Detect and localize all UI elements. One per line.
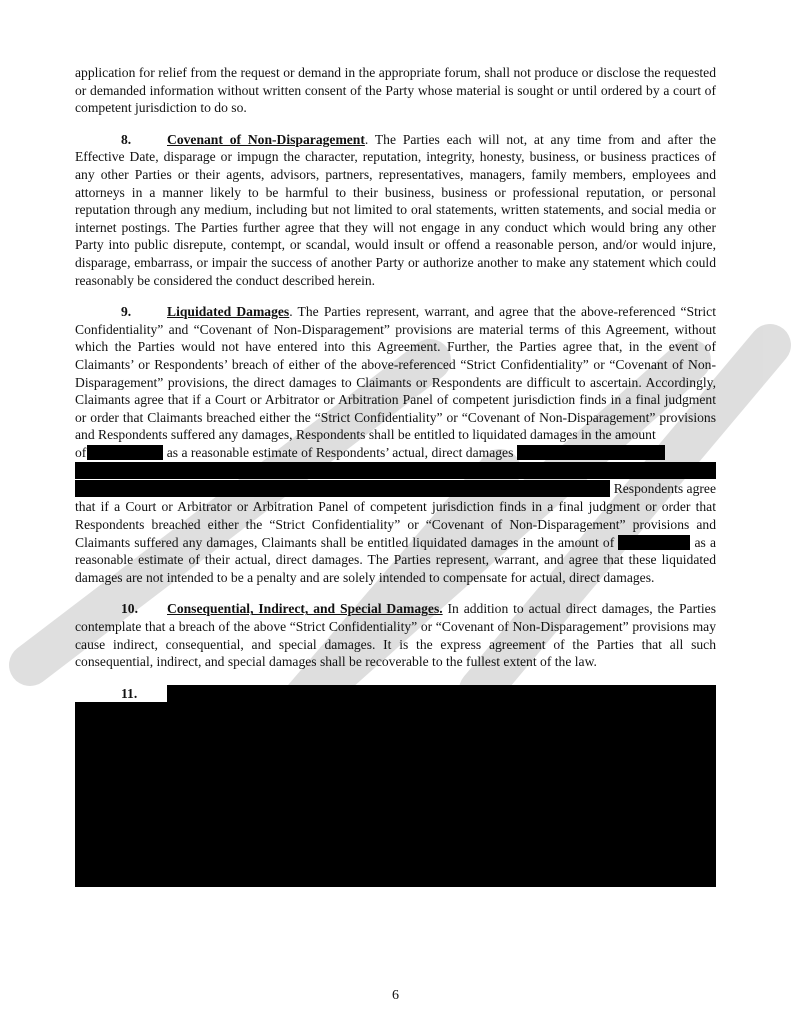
section-9-after-redaction: as a reasonable estimate of Respondents’ actual, direct damages [166, 444, 514, 460]
section-10-number: 10. [121, 601, 138, 617]
section-11-number: 11. [121, 685, 138, 701]
section-9-paragraph-cont [75, 498, 716, 586]
section-8-title: Covenant of Non-Disparagement [167, 131, 365, 147]
intro-text: application for relief from the request or demand in the appropriate forum, shall not produce or disclose the requested or demanded information without written consent of the Party whose material is sought or until ordered by a court of competent jurisdiction to do so. [75, 65, 716, 116]
redaction-respondents-amount [87, 445, 163, 460]
redaction-full-line [75, 462, 716, 479]
section-9-number: 9. [121, 304, 132, 320]
section-9-respondents-line [75, 480, 716, 497]
section-8-paragraph [75, 131, 716, 289]
redaction-claimants-amount [618, 535, 690, 550]
page-number: 6 [392, 988, 399, 1003]
intro-paragraph [75, 64, 716, 117]
section-9-body-b: that if a Court or Arbitrator or Arbitration Panel of competent jurisdiction finds in a final judgment or order that Respondents breached either the “Strict Confidentiality” or “Covenant of Non-Disparagement” provisions and Claimants suffered any damages, Claimants shall be entitled liquidated damages in the amount of [75, 499, 716, 550]
section-10-paragraph [75, 600, 716, 670]
section-9-body-a: . The Parties represent, warrant, and agree that the above-referenced “Strict Confidentiality” and “Covenant of Non-Disparagement” provisions are material terms of this Agreement, without which the Parties would not have entered into this Agreement. Further, the Parties agree that, in the event of Claimants’ or Respondents’ breach of either of the above-referenced “Strict Confidentiality” or “Covenant of Non-Disparagement” provisions, the direct damages to Claimants or Respondents are difficult to ascertain. Accordingly, Claimants agree that if a Court or Arbitrator or Arbitration Panel of competent jurisdiction finds in a final judgment or order that Claimants breached either the “Strict Confidentiality” or “Covenant of Non-Disparagement” provisions and Respondents suffered any damages, Respondents shall be entitled to liquidated damages in the amount [75, 304, 716, 443]
redaction-partial-line [75, 480, 610, 497]
redaction-inline-tail [517, 445, 665, 460]
document-page [75, 64, 716, 887]
section-9-of: of [75, 444, 87, 460]
section-9-paragraph [75, 303, 716, 444]
section-11-block [75, 685, 716, 887]
section-9-title: Liquidated Damages [167, 304, 290, 320]
redaction-section-11 [75, 685, 716, 887]
section-9-body-c: as a reasonable estimate of their actual, direct damages. The Parties represent, warrant, and agree that these liquidated damages are not intended to be a penalty and are solely intended to compensate for actual, direct damages. [75, 534, 716, 585]
section-9-respondents-agree: Respondents agree [613, 481, 716, 497]
section-9-redaction-line [75, 444, 716, 462]
section-10-title: Consequential, Indirect, and Special Damages. [167, 601, 443, 617]
section-10-body: In addition to actual direct damages, the Parties contemplate that a breach of the above “Strict Confidentiality” or “Covenant of Non-Disparagement” provisions may cause indirect, consequential, and special damages. It is the express agreement of the Parties that all such consequential, indirect, and special damages shall be recoverable to the fullest extent of the law. [75, 601, 716, 670]
section-8-body: . The Parties each will not, at any time from and after the Effective Date, disparage or impugn the character, reputation, integrity, honesty, business, or business practices of any other Parties or their agents, advisors, partners, representatives, managers, family members, employees and attorneys in a manner likely to be harmful to their business, business or professional reputation, or personal reputation through any medium, including but not limited to oral statements, written statements, and social media or internet postings. The Parties further agree that they will not engage in any conduct which would bring any other Party into public disrepute, contempt, or scandal, would insult or offend a reasonable person, and/or would injure, disparage, embarrass, or impair the success of another Party or authorize another to make any statement which could reasonably be considered the conduct described herein. [75, 131, 716, 288]
section-8-number: 8. [121, 131, 132, 147]
